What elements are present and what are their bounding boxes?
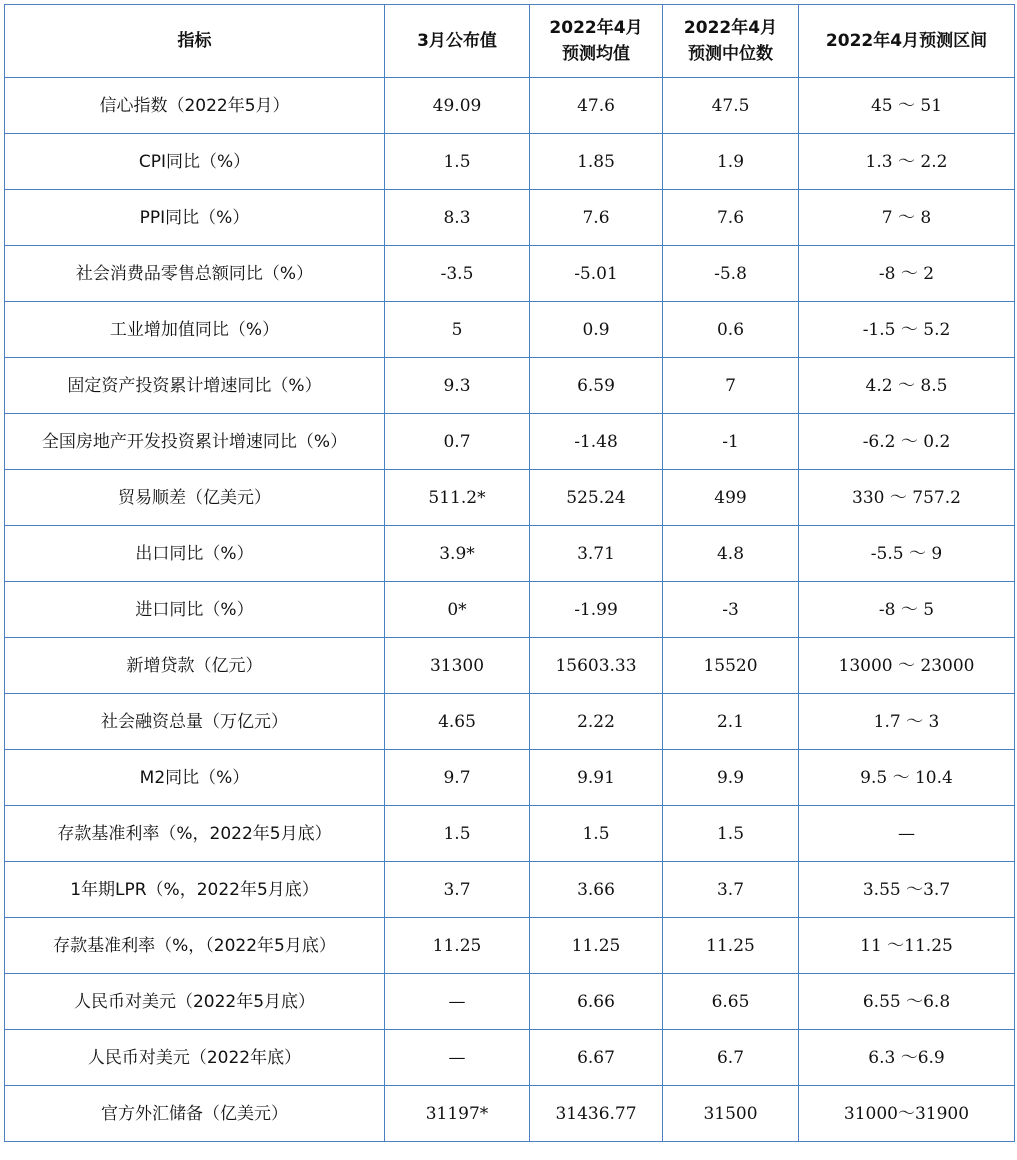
table-row (5, 78, 1015, 134)
cell-forecast-mean: 6.59 (530, 358, 663, 414)
cell-indicator: 出口同比（%） (5, 526, 385, 582)
table-row (5, 1030, 1015, 1086)
table-row (5, 470, 1015, 526)
cell-forecast-range: 13000 ～ 23000 (799, 638, 1015, 694)
cell-indicator: 贸易顺差（亿美元） (5, 470, 385, 526)
cell-forecast-mean: 7.6 (530, 190, 663, 246)
cell-march-published: 4.65 (385, 694, 530, 750)
cell-indicator: 1年期LPR（%，2022年5月底） (5, 862, 385, 918)
forecast-table (4, 4, 1015, 1142)
header-indicator: 指标 (5, 5, 385, 78)
header-march-published: 3月公布值 (385, 5, 530, 78)
cell-indicator: 存款基准利率（%，2022年5月底） (5, 806, 385, 862)
cell-forecast-mean: 1.85 (530, 134, 663, 190)
cell-march-published: 8.3 (385, 190, 530, 246)
cell-forecast-median: 0.6 (663, 302, 799, 358)
table-row (5, 582, 1015, 638)
cell-forecast-range: 1.3 ～ 2.2 (799, 134, 1015, 190)
cell-march-published: 9.3 (385, 358, 530, 414)
table-row (5, 806, 1015, 862)
cell-march-published: 3.7 (385, 862, 530, 918)
cell-forecast-mean: 11.25 (530, 918, 663, 974)
cell-forecast-median: 15520 (663, 638, 799, 694)
cell-forecast-mean: 31436.77 (530, 1086, 663, 1142)
cell-march-published: — (385, 1030, 530, 1086)
cell-forecast-range: 7 ～ 8 (799, 190, 1015, 246)
cell-indicator: 官方外汇储备（亿美元） (5, 1086, 385, 1142)
table-header-row (5, 5, 1015, 78)
cell-forecast-median: 31500 (663, 1086, 799, 1142)
cell-forecast-median: 7 (663, 358, 799, 414)
cell-indicator: 人民币对美元（2022年5月底） (5, 974, 385, 1030)
table-row (5, 750, 1015, 806)
cell-forecast-mean: 9.91 (530, 750, 663, 806)
cell-forecast-range: -5.5 ～ 9 (799, 526, 1015, 582)
cell-forecast-median: 11.25 (663, 918, 799, 974)
cell-forecast-mean: 525.24 (530, 470, 663, 526)
cell-march-published: — (385, 974, 530, 1030)
table-row (5, 302, 1015, 358)
cell-indicator: 社会融资总量（万亿元） (5, 694, 385, 750)
cell-forecast-median: 1.9 (663, 134, 799, 190)
cell-forecast-median: -5.8 (663, 246, 799, 302)
cell-indicator: PPI同比（%） (5, 190, 385, 246)
table-row (5, 1086, 1015, 1142)
cell-forecast-range: 330 ～ 757.2 (799, 470, 1015, 526)
table-row (5, 414, 1015, 470)
cell-forecast-mean: 3.66 (530, 862, 663, 918)
cell-march-published: 1.5 (385, 134, 530, 190)
table-row (5, 862, 1015, 918)
header-april-forecast-median: 2022年4月 预测中位数 (663, 5, 799, 78)
table-row (5, 694, 1015, 750)
cell-forecast-range: -6.2 ～ 0.2 (799, 414, 1015, 470)
cell-forecast-median: 1.5 (663, 806, 799, 862)
cell-indicator: 社会消费品零售总额同比（%） (5, 246, 385, 302)
cell-forecast-mean: 0.9 (530, 302, 663, 358)
cell-march-published: 1.5 (385, 806, 530, 862)
cell-march-published: 31197* (385, 1086, 530, 1142)
cell-forecast-median: 499 (663, 470, 799, 526)
table-row (5, 526, 1015, 582)
table-row (5, 190, 1015, 246)
cell-march-published: 3.9* (385, 526, 530, 582)
cell-forecast-range: 4.2 ～ 8.5 (799, 358, 1015, 414)
cell-march-published: 11.25 (385, 918, 530, 974)
cell-indicator: 存款基准利率（%，（2022年5月底） (5, 918, 385, 974)
cell-forecast-median: 47.5 (663, 78, 799, 134)
header-april-forecast-mean: 2022年4月 预测均值 (530, 5, 663, 78)
cell-march-published: -3.5 (385, 246, 530, 302)
header-april-forecast-range: 2022年4月预测区间 (799, 5, 1015, 78)
cell-march-published: 49.09 (385, 78, 530, 134)
cell-forecast-mean: -1.48 (530, 414, 663, 470)
cell-forecast-median: 3.7 (663, 862, 799, 918)
cell-forecast-mean: -5.01 (530, 246, 663, 302)
table-row (5, 358, 1015, 414)
cell-forecast-range: -1.5 ～ 5.2 (799, 302, 1015, 358)
cell-forecast-mean: 3.71 (530, 526, 663, 582)
cell-forecast-range: 1.7 ～ 3 (799, 694, 1015, 750)
table-row (5, 246, 1015, 302)
cell-forecast-mean: 6.66 (530, 974, 663, 1030)
cell-forecast-mean: 47.6 (530, 78, 663, 134)
cell-forecast-range: 6.3 ～6.9 (799, 1030, 1015, 1086)
cell-forecast-median: 7.6 (663, 190, 799, 246)
table-row (5, 918, 1015, 974)
cell-indicator: 固定资产投资累计增速同比（%） (5, 358, 385, 414)
cell-indicator: 全国房地产开发投资累计增速同比（%） (5, 414, 385, 470)
cell-forecast-range: 6.55 ～6.8 (799, 974, 1015, 1030)
cell-indicator: 工业增加值同比（%） (5, 302, 385, 358)
cell-forecast-range: 9.5 ～ 10.4 (799, 750, 1015, 806)
cell-forecast-median: 9.9 (663, 750, 799, 806)
cell-forecast-range: 3.55 ～3.7 (799, 862, 1015, 918)
cell-indicator: 人民币对美元（2022年底） (5, 1030, 385, 1086)
cell-forecast-median: 6.7 (663, 1030, 799, 1086)
cell-indicator: 进口同比（%） (5, 582, 385, 638)
cell-forecast-mean: 2.22 (530, 694, 663, 750)
cell-march-published: 0.7 (385, 414, 530, 470)
cell-march-published: 0* (385, 582, 530, 638)
cell-forecast-mean: 15603.33 (530, 638, 663, 694)
table-body (5, 78, 1015, 1142)
cell-march-published: 511.2* (385, 470, 530, 526)
table-row (5, 974, 1015, 1030)
cell-forecast-range: -8 ～ 2 (799, 246, 1015, 302)
cell-forecast-mean: 1.5 (530, 806, 663, 862)
cell-forecast-median: -1 (663, 414, 799, 470)
cell-forecast-median: 2.1 (663, 694, 799, 750)
cell-march-published: 31300 (385, 638, 530, 694)
cell-forecast-median: -3 (663, 582, 799, 638)
cell-indicator: M2同比（%） (5, 750, 385, 806)
table-row (5, 134, 1015, 190)
cell-forecast-mean: -1.99 (530, 582, 663, 638)
cell-forecast-median: 6.65 (663, 974, 799, 1030)
cell-indicator: CPI同比（%） (5, 134, 385, 190)
cell-forecast-range: -8 ～ 5 (799, 582, 1015, 638)
cell-march-published: 9.7 (385, 750, 530, 806)
cell-forecast-median: 4.8 (663, 526, 799, 582)
cell-forecast-range: 45 ～ 51 (799, 78, 1015, 134)
cell-march-published: 5 (385, 302, 530, 358)
cell-indicator: 信心指数（2022年5月） (5, 78, 385, 134)
cell-indicator: 新增贷款（亿元） (5, 638, 385, 694)
cell-forecast-range: 31000～31900 (799, 1086, 1015, 1142)
cell-forecast-range: — (799, 806, 1015, 862)
forecast-table-container (4, 4, 1015, 1142)
cell-forecast-range: 11 ～11.25 (799, 918, 1015, 974)
table-row (5, 638, 1015, 694)
cell-forecast-mean: 6.67 (530, 1030, 663, 1086)
